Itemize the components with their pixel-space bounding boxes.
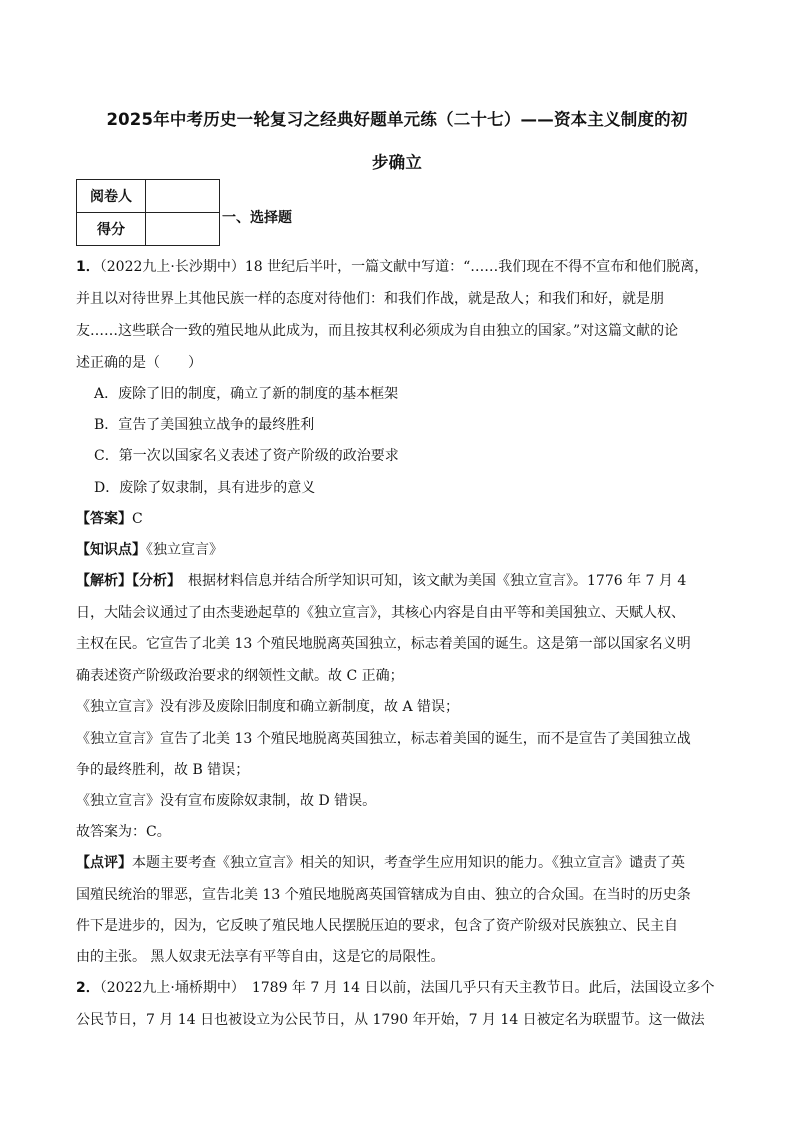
score-table bbox=[76, 179, 220, 246]
q2-stem-line-2: 公民节日，7 月 14 日也被设立为公民节日，从 1790 年开始，7 月 14 日被定名为联盟节。这一做法 bbox=[76, 1012, 705, 1028]
q1-stem-text: 18 世纪后半叶，一篇文献中写道：“……我们现在不得不宣布和他们脱离， bbox=[244, 259, 709, 275]
knowledge-label: 【知识点】 bbox=[76, 542, 146, 558]
comment-label: 【点评】 bbox=[76, 855, 132, 871]
q1-analysis-line-4: 确表述资产阶级政治要求的纲领性文献。故 C 正确； bbox=[76, 668, 404, 684]
q2-number: 2． bbox=[76, 980, 100, 996]
q2-stem-line-1 bbox=[76, 978, 726, 998]
reviewer-label: 阅卷人 bbox=[77, 180, 146, 213]
q1-analysis-line-9: 故答案为：C。 bbox=[76, 824, 171, 840]
q1-stem-line-3: 友……这些联合一致的殖民地从此成为，而且按其权利必须成为自由独立的国家。”对这篇文献的论 bbox=[76, 323, 679, 339]
q1-comment-line-2: 国殖民统治的罪恶，宣告北美 13 个殖民地脱离英国管辖成为自由、独立的合众国。在当时的历史条 bbox=[76, 887, 691, 903]
q1-comment-line-3: 件下是进步的，因为，它反映了殖民地人民摆脱压迫的要求，包含了资产阶级对民族独立、民主自 bbox=[76, 918, 678, 934]
doc-title-line-2: 步确立 bbox=[371, 153, 423, 172]
answer-label: 【答案】 bbox=[76, 511, 132, 527]
q2-stem-text: 1789 年 7 月 14 日以前，法国几乎只有天主教节日。此后，法国设立多个 bbox=[237, 980, 715, 996]
q1-option-d: D．废除了奴隶制，具有进步的意义 bbox=[94, 480, 316, 496]
q1-option-c: C．第一次以国家名义表述了资产阶级的政治要求 bbox=[94, 448, 399, 464]
q1-analysis-line-3: 主权在民。它宣告了北美 13 个殖民地脱离英国独立，标志着美国的诞生。这是第一部以国家名义明 bbox=[76, 636, 691, 652]
score-cell bbox=[146, 213, 220, 246]
q1-source: （2022九上·长沙期中） bbox=[99, 259, 245, 275]
q2-source: （2022九上·埇桥期中） bbox=[99, 980, 238, 996]
analysis-text-1: 根据材料信息并结合所学知识可知，该文献为美国《独立宣言》。1776 年 7 月 4 bbox=[174, 573, 687, 589]
score-label: 得分 bbox=[77, 213, 146, 246]
q1-analysis-line-2: 日，大陆会议通过了由杰斐逊起草的《独立宣言》，其核心内容是自由平等和美国独立、天赋人权、 bbox=[76, 605, 685, 621]
q1-analysis-line-1 bbox=[76, 571, 726, 591]
q1-analysis-line-8: 《独立宣言》没有宣布废除奴隶制，故 D 错误。 bbox=[76, 793, 377, 809]
q1-analysis-line-6: 《独立宣言》宣告了北美 13 个殖民地脱离英国独立，标志着美国的诞生，而不是宣告了美国独立战 bbox=[76, 731, 691, 747]
q1-number: 1． bbox=[76, 259, 100, 275]
section-heading: 一、选择题 bbox=[222, 210, 292, 226]
q1-answer bbox=[76, 509, 726, 529]
q1-option-a: A．废除了旧的制度，确立了新的制度的基本框架 bbox=[94, 386, 399, 402]
knowledge-value: 《独立宣言》 bbox=[146, 542, 223, 558]
q1-stem-line-1 bbox=[76, 257, 726, 277]
doc-title-line-1: 2025年中考历史一轮复习之经典好题单元练（二十七）——资本主义制度的初 bbox=[106, 110, 688, 129]
q1-comment-line-4: 由的主张。 黑人奴隶无法享有平等自由，这是它的局限性。 bbox=[76, 949, 445, 965]
q1-stem-line-2: 并且以对待世界上其他民族一样的态度对待他们：和我们作战，就是敌人；和我们和好，就是朋 bbox=[76, 291, 664, 307]
q1-stem-line-4: 述正确的是（ ） bbox=[76, 355, 202, 371]
reviewer-cell bbox=[146, 180, 220, 213]
q1-knowledge bbox=[76, 540, 726, 560]
comment-text-1: 本题主要考查《独立宣言》相关的知识，考查学生应用知识的能力。《独立宣言》谴责了英 bbox=[132, 855, 685, 871]
q1-option-b: B．宣告了美国独立战争的最终胜利 bbox=[94, 417, 315, 433]
q1-comment-line-1 bbox=[76, 853, 726, 873]
analysis-label: 【解析】【分析】 bbox=[76, 573, 174, 589]
q1-analysis-line-7: 争的最终胜利，故 B 错误； bbox=[76, 762, 250, 778]
q1-analysis-line-5: 《独立宣言》没有涉及废除旧制度和确立新制度，故 A 错误； bbox=[76, 699, 460, 715]
answer-value: C bbox=[132, 511, 143, 527]
